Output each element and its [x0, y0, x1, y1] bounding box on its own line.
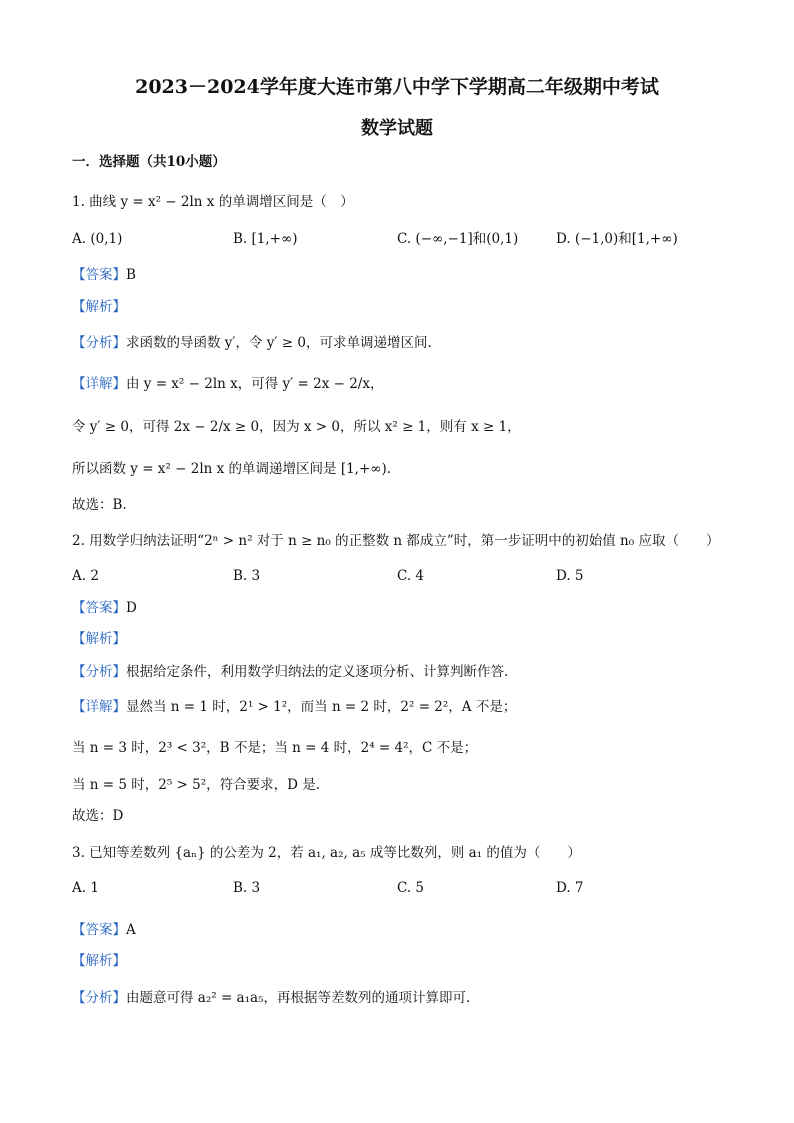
q3-fenxi: [72, 988, 470, 1008]
detail-text: 显然当 n = 1 时，2¹ > 1²，而当 n = 2 时，2² = 2²，A 不是；: [126, 699, 517, 715]
answer-tag: 【答案】: [72, 267, 126, 283]
q2-option-b: B. 3: [233, 568, 261, 584]
q2-option-a: A. 2: [72, 568, 99, 584]
q2-detail-2: 当 n = 3 时，2³ < 3²，B 不是；当 n = 4 时，2⁴ = 4²，C 不是；: [72, 740, 478, 756]
page-subtitle: 数学试题: [361, 118, 433, 139]
answer-value: A: [126, 922, 136, 938]
q3-analysis-tag: 【解析】: [72, 953, 126, 969]
q2-detail-3: 当 n = 5 时，2⁵ > 5²，符合要求，D 是.: [72, 777, 321, 793]
q3-option-d: D. 7: [556, 880, 584, 896]
detail-tag: 【详解】: [72, 376, 126, 392]
fenxi-text: 求函数的导函数 y′，令 y′ ≥ 0，可求单调递增区间.: [126, 335, 432, 351]
q1-answer: [72, 265, 136, 285]
answer-tag: 【答案】: [72, 922, 126, 938]
q2-option-c: C. 4: [397, 568, 425, 584]
q1-fenxi: [72, 333, 432, 353]
q3-option-c: C. 5: [397, 880, 425, 896]
fenxi-tag: 【分析】: [72, 664, 126, 680]
q1-option-b: B. [1,+∞): [233, 231, 298, 247]
q2-detail-1: [72, 697, 516, 717]
q3-option-a: A. 1: [72, 880, 99, 896]
q1-option-d: D. (−1,0)和[1,+∞): [556, 231, 678, 247]
q3-answer: [72, 920, 136, 940]
q2-answer: [72, 598, 137, 618]
detail-text: 由 y = x² − 2ln x，可得 y′ = 2x − 2/x，: [126, 376, 384, 392]
question-3-stem: 3. 已知等差数列 {aₙ} 的公差为 2，若 a₁, a₂, a₅ 成等比数列，则 a₁ 的值为（ ）: [72, 845, 581, 861]
q2-option-d: D. 5: [556, 568, 584, 584]
q1-option-a: A. (0,1): [72, 231, 123, 247]
fenxi-tag: 【分析】: [72, 335, 126, 351]
detail-tag: 【详解】: [72, 699, 126, 715]
q1-analysis-tag: 【解析】: [72, 299, 126, 315]
q1-choose: 故选：B.: [72, 497, 127, 513]
q2-choose: 故选：D: [72, 808, 124, 824]
page-title: 2023－2024学年度大连市第八中学下学期高二年级期中考试: [135, 76, 659, 98]
question-2-stem: 2. 用数学归纳法证明“2ⁿ > n² 对于 n ≥ n₀ 的正整数 n 都成立”时，第一步证明中的初始值 n₀ 应取（ ）: [72, 533, 720, 549]
section-heading: 一．选择题（共10小题）: [72, 154, 226, 170]
fenxi-tag: 【分析】: [72, 990, 126, 1006]
q1-detail-1: [72, 374, 383, 394]
answer-tag: 【答案】: [72, 600, 126, 616]
fenxi-text: 根据给定条件，利用数学归纳法的定义逐项分析、计算判断作答.: [126, 664, 509, 680]
q2-fenxi: [72, 662, 508, 682]
answer-value: B: [126, 267, 136, 283]
q1-detail-2: 令 y′ ≥ 0，可得 2x − 2/x ≥ 0，因为 x > 0，所以 x² ≥ 1，则有 x ≥ 1，: [72, 419, 521, 435]
question-1-stem: 1. 曲线 y = x² − 2ln x 的单调增区间是（ ）: [72, 194, 354, 210]
q3-option-b: B. 3: [233, 880, 261, 896]
answer-value: D: [126, 600, 137, 616]
q2-analysis-tag: 【解析】: [72, 631, 126, 647]
fenxi-text: 由题意可得 a₂² = a₁a₅，再根据等差数列的通项计算即可.: [126, 990, 471, 1006]
q1-option-c: C. (−∞,−1]和(0,1): [397, 231, 519, 247]
q1-detail-3: 所以函数 y = x² − 2ln x 的单调递增区间是 [1,+∞).: [72, 461, 392, 477]
